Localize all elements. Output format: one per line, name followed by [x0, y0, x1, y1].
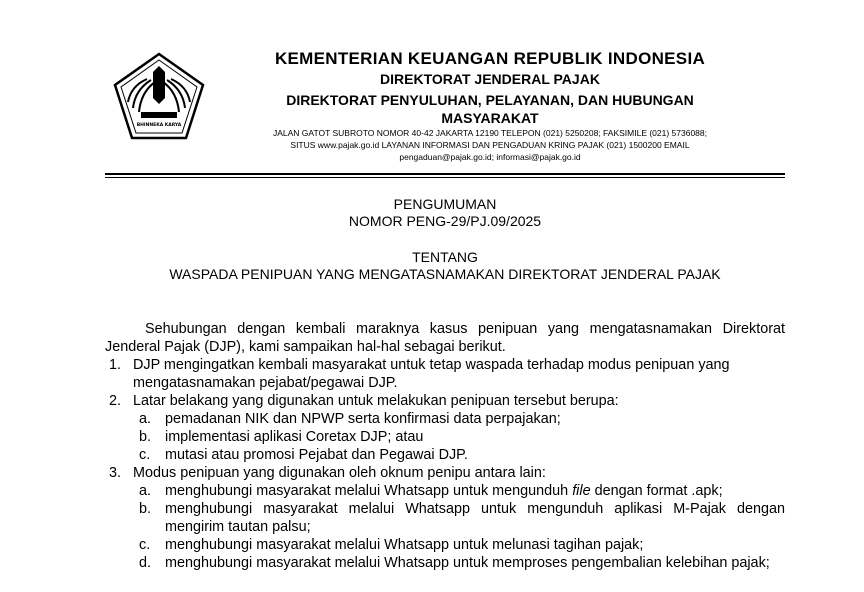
djp-logo [111, 52, 207, 142]
sub-item: c. mutasi atau promosi Pejabat dan Pegawai DJP. [139, 447, 468, 463]
sub-list [105, 410, 785, 464]
list-item: 3. Modus penipuan yang digunakan oleh oknum penipu antara lain: [109, 465, 546, 481]
announcement-subject: WASPADA PENIPUAN YANG MENGATASNAMAKAN DIREKTORAT JENDERAL PAJAK [169, 266, 721, 282]
directorate-name [230, 91, 750, 127]
ministry-name: KEMENTERIAN KEUANGAN REPUBLIK INDONESIA [274, 49, 706, 68]
sub-item: d. menghubungi masyarakat melalui Whatsapp untuk memproses pengembalian kelebihan pajak; [139, 555, 770, 571]
logo-motto: BHINNEKA KARYA [136, 123, 182, 128]
announcement-heading: PENGUMUMAN [393, 196, 497, 212]
letterhead-rule-thick [105, 173, 785, 175]
about-label: TENTANG [412, 249, 478, 265]
sub-item: a. menghubungi masyarakat melalui Whatsapp untuk mengunduh file dengan format .apk; [139, 483, 723, 499]
sub-item: b. implementasi aplikasi Coretax DJP; atau [139, 429, 424, 445]
sub-item: c. menghubungi masyarakat melalui Whatsapp untuk melunasi tagihan pajak; [139, 537, 644, 553]
intro-paragraph: Sehubungan dengan kembali maraknya kasus penipuan yang mengatasnamakan Direktorat Jenderal Pajak (DJP), kami sampaikan hal-hal sebagai berikut. [105, 321, 785, 355]
letterhead-rule-thin [105, 177, 785, 178]
sub-item: a. pemadanan NIK dan NPWP serta konfirmasi data perpajakan; [139, 411, 561, 427]
directorate-line-2: MASYARAKAT [441, 110, 539, 126]
announcement-number: NOMOR PENG-29/PJ.09/2025 [348, 213, 542, 229]
announcement-body [105, 320, 785, 572]
address-line-3: pengaduan@pajak.go.id; informasi@pajak.go.id [399, 152, 581, 162]
list-item: 1. DJP mengingatkan kembali masyarakat untuk tetap waspada terhadap modus penipuan yang mengatasnamakan pejabat/pegawai DJP. [109, 357, 730, 391]
sub-list [105, 482, 785, 572]
sub-item: b. menghubungi masyarakat melalui Whatsapp untuk mengunduh aplikasi M-Pajak dengan mengirim tautan palsu; [139, 501, 785, 535]
address-block [230, 127, 750, 163]
address-line-1: JALAN GATOT SUBROTO NOMOR 40-42 JAKARTA 12190 TELEPON (021) 5250208; FAKSIMILE (021) 5736088; [272, 128, 708, 138]
address-line-2: SITUS www.pajak.go.id LAYANAN INFORMASI DAN PENGADUAN KRING PAJAK (021) 1500200 EMAIL [290, 140, 690, 150]
list-item: 2. Latar belakang yang digunakan untuk melakukan penipuan tersebut berupa: [109, 393, 619, 409]
directorate-line-1: DIREKTORAT PENYULUHAN, PELAYANAN, DAN HUBUNGAN [286, 92, 694, 108]
directorate-general: DIREKTORAT JENDERAL PAJAK [380, 71, 600, 87]
